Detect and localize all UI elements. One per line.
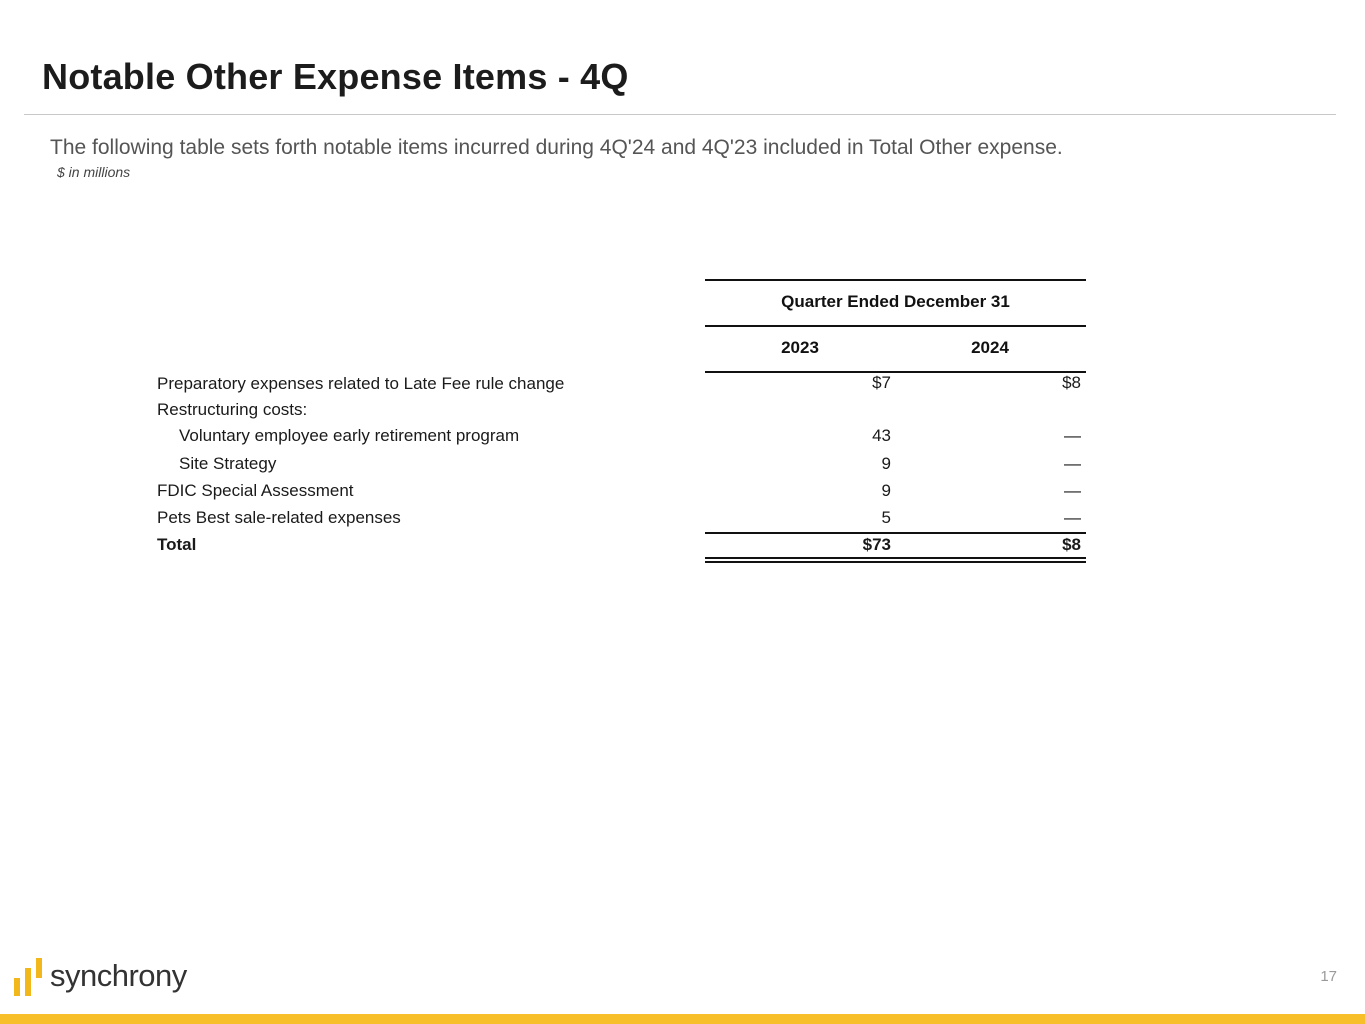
total-label: Total — [157, 535, 197, 554]
row-value-2024: — — [1064, 454, 1081, 473]
logo-bar-icon — [25, 968, 31, 996]
logo-bar-icon — [14, 978, 20, 996]
row-value-2023: 9 — [881, 454, 891, 473]
row-value-2024: — — [1064, 481, 1081, 500]
title-divider — [24, 114, 1336, 115]
row-value-2023: 9 — [881, 481, 891, 500]
logo-bar-icon — [36, 958, 42, 978]
total-top-rule — [705, 532, 1086, 534]
total-double-rule — [705, 557, 1086, 559]
bottom-accent-band — [0, 1014, 1365, 1024]
page-number: 17 — [1320, 968, 1337, 985]
units-note: $ in millions — [57, 164, 131, 180]
table-top-rule — [705, 279, 1086, 281]
table-header-rule — [705, 325, 1086, 327]
row-label: Voluntary employee early retirement program — [179, 426, 520, 445]
row-value-2024: — — [1064, 426, 1081, 445]
total-double-rule — [705, 561, 1086, 563]
row-label: FDIC Special Assessment — [157, 481, 354, 500]
row-value-2024: $8 — [1062, 373, 1081, 392]
row-value-2023: $7 — [872, 373, 891, 392]
row-value-2023: 5 — [881, 508, 891, 527]
column-header-2024: 2024 — [971, 338, 1009, 357]
table-header: Quarter Ended December 31 — [781, 292, 1010, 311]
total-value-2023: $73 — [862, 535, 891, 554]
row-value-2023: 43 — [872, 426, 891, 445]
logo-wordmark: synchrony — [50, 958, 187, 993]
total-value-2024: $8 — [1062, 535, 1081, 554]
slide-title: Notable Other Expense Items - 4Q — [42, 56, 629, 97]
slide-subtitle: The following table sets forth notable items incurred during 4Q'24 and 4Q'23 included in Total Other expense. — [50, 136, 1063, 159]
row-value-2024: — — [1064, 508, 1081, 527]
synchrony-logo — [14, 958, 204, 998]
row-label: Pets Best sale-related expenses — [157, 508, 401, 527]
row-label: Restructuring costs: — [157, 400, 308, 419]
column-header-2023: 2023 — [781, 338, 819, 357]
row-label: Site Strategy — [179, 454, 277, 473]
row-label: Preparatory expenses related to Late Fee rule change — [157, 374, 565, 393]
